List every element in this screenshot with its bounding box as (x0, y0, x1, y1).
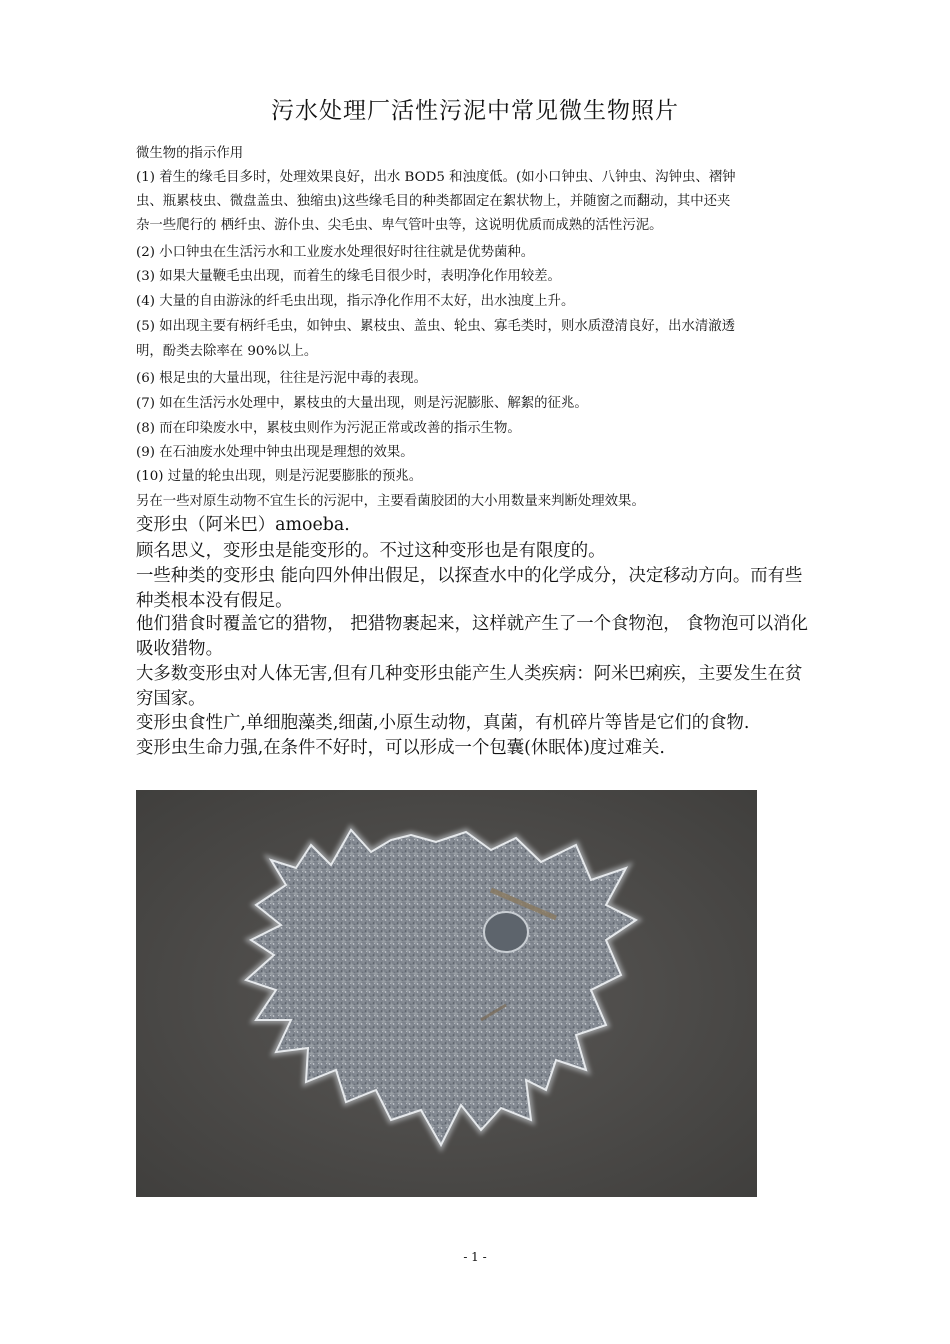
amoeba-line: 顾名思义，变形虫是能变形的。不过这种变形也是有限度的。 (136, 541, 606, 561)
page-title: 污水处理厂活性污泥中常见微生物照片 (271, 98, 679, 124)
indicator-line: (7) 如在生活污水处理中，累枝虫的大量出现，则是污泥膨胀、解絮的征兆。 (136, 396, 588, 411)
section-heading: 微生物的指示作用 (136, 146, 244, 161)
indicator-line: (9) 在石油废水处理中钟虫出现是理想的效果。 (136, 445, 414, 460)
indicator-line: 杂一些爬行的 栖纤虫、游仆虫、尖毛虫、卑气管叶虫等，这说明优质而成熟的活性污泥。 (136, 218, 663, 233)
amoeba-line: 变形虫食性广,单细胞藻类,细菌,小原生动物，真菌，有机碎片等皆是它们的食物. (136, 713, 750, 733)
amoeba-nucleus (484, 912, 528, 952)
amoeba-line: 变形虫生命力强,在条件不好时，可以形成一个包囊(休眠体)度过难关. (136, 738, 665, 758)
amoeba-line: 变形虫（阿米巴）amoeba. (136, 515, 350, 535)
indicator-line: (2) 小口钟虫在生活污水和工业废水处理很好时往往就是优势菌种。 (136, 245, 535, 260)
indicator-line: 另在一些对原生动物不宜生长的污泥中，主要看菌胶团的大小用数量来判断处理效果。 (136, 494, 645, 509)
amoeba-line: 他们猎食时覆盖它的猎物， 把猎物裹起来，这样就产生了一个食物泡， 食物泡可以消化 (136, 614, 808, 634)
amoeba-line: 一些种类的变形虫 能向四外伸出假足，以探查水中的化学成分，决定移动方向。而有些 (136, 566, 803, 586)
indicator-line: (10) 过量的轮虫出现，则是污泥要膨胀的预兆。 (136, 469, 423, 484)
amoeba-line: 种类根本没有假足。 (136, 591, 293, 611)
indicator-line: (6) 根足虫的大量出现，往往是污泥中毒的表现。 (136, 371, 428, 386)
page-number: - 1 - (463, 1250, 487, 1264)
indicator-line: (4) 大量的自由游泳的纤毛虫出现，指示净化作用不太好，出水浊度上升。 (136, 294, 575, 309)
amoeba-line: 大多数变形虫对人体无害,但有几种变形虫能产生人类疾病：阿米巴痢疾，主要发生在贫 (136, 664, 803, 684)
amoeba-line: 吸收猎物。 (136, 639, 223, 659)
indicator-line: 明，酚类去除率在 90%以上。 (136, 344, 318, 359)
amoeba-micrograph (136, 790, 757, 1197)
indicator-line: 虫、瓶累枝虫、微盘盖虫、独缩虫)这些缘毛目的种类都固定在絮状物上，并随窗之而翻动，其中还夹 (136, 194, 731, 209)
indicator-line: (5) 如出现主要有柄纤毛虫，如钟虫、累枝虫、盖虫、轮虫、寡毛类时，则水质澄清良好，出水清澈透 (136, 319, 736, 334)
indicator-line: (8) 而在印染废水中，累枝虫则作为污泥正常或改善的指示生物。 (136, 421, 521, 436)
indicator-line: (1) 着生的缘毛目多时，处理效果良好，出水 BOD5 和浊度低。(如小口钟虫、八钟虫、沟钟虫、褶钟 (136, 170, 736, 185)
amoeba-line: 穷国家。 (136, 689, 206, 709)
indicator-line: (3) 如果大量鞭毛虫出现，而着生的缘毛目很少时，表明净化作用较差。 (136, 269, 561, 284)
